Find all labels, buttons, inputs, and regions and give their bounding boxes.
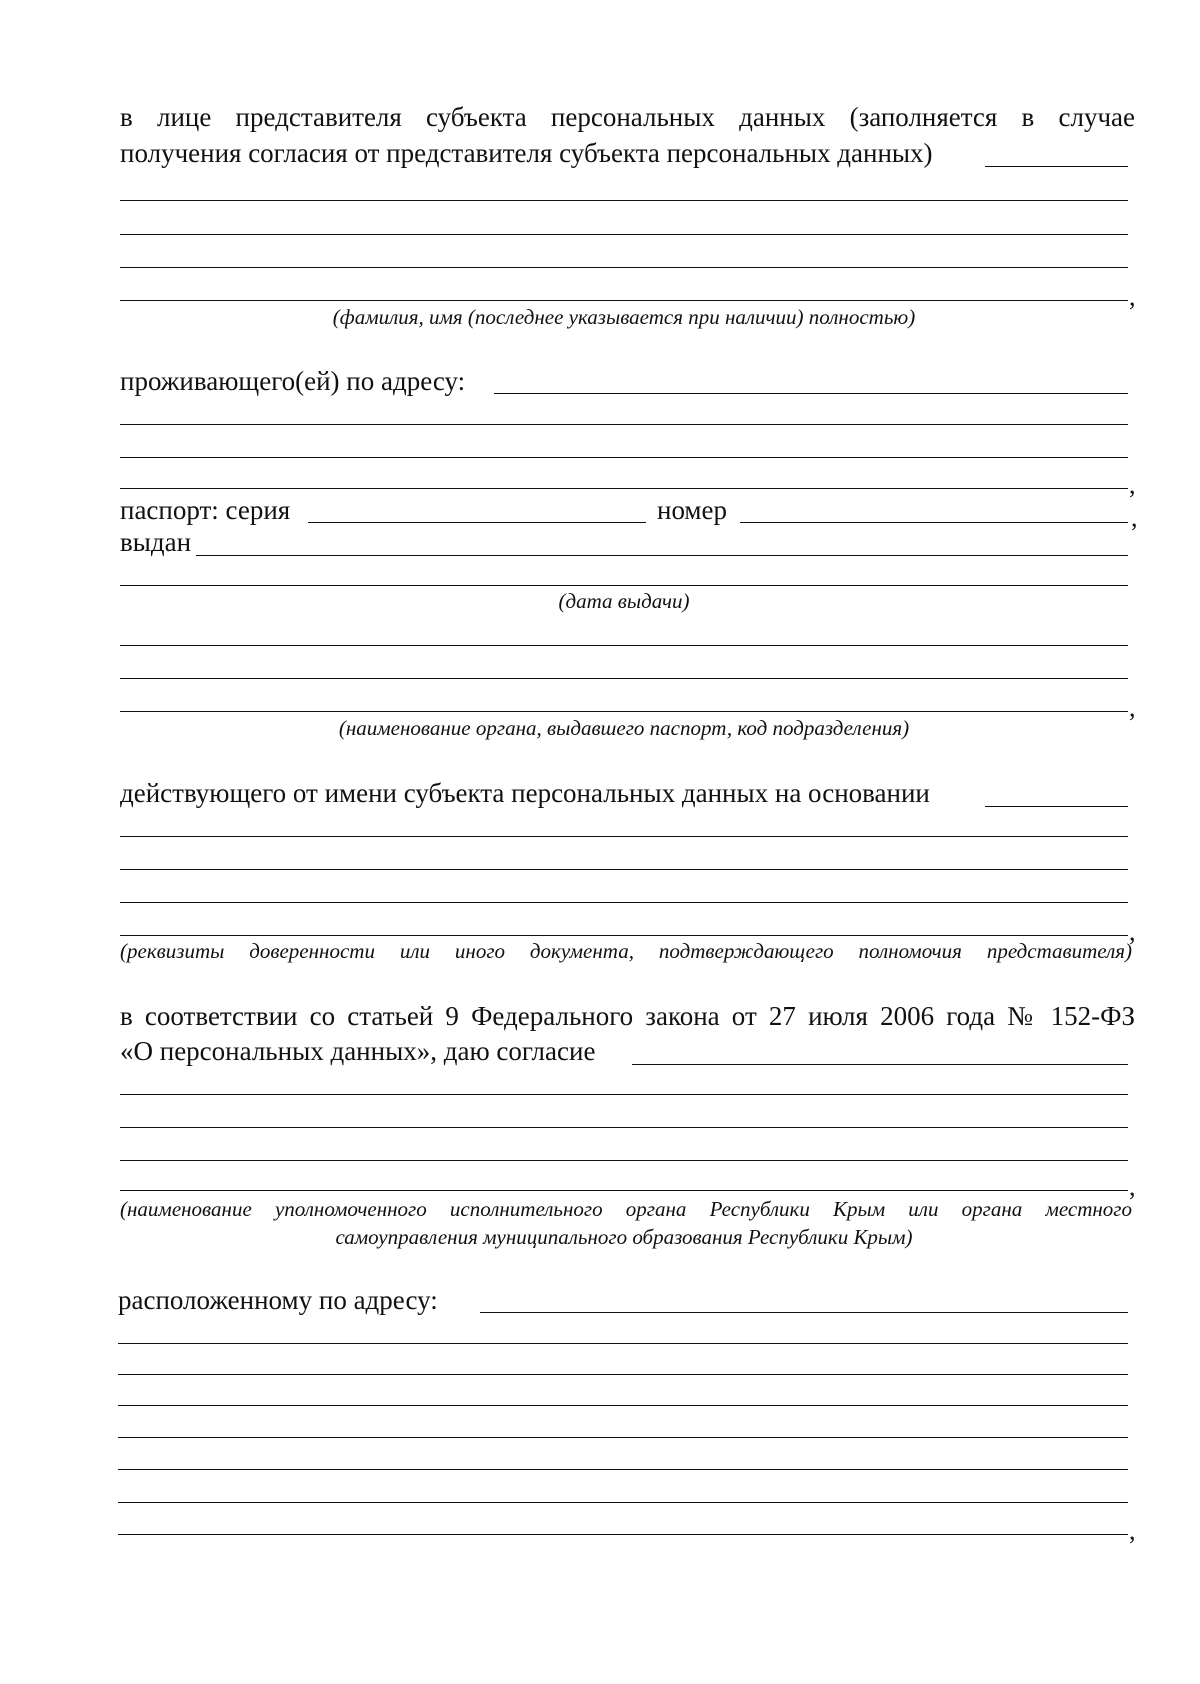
representative-name-line[interactable] (120, 234, 1128, 235)
passport-issued-field[interactable] (196, 555, 1128, 556)
consent-organ-field[interactable] (632, 1064, 1128, 1065)
comma: , (1129, 1172, 1136, 1201)
address-label: проживающего(ей) по адресу: (120, 366, 466, 396)
address-line[interactable] (120, 424, 1128, 425)
comma: , (1131, 503, 1138, 532)
location-line[interactable] (118, 1437, 1128, 1438)
comma: , (1129, 917, 1136, 946)
consent-organ-caption-line1: (наименование уполномоченного исполнительного органа Республики Крым или органа местного (120, 1197, 1132, 1221)
comma: , (1129, 1516, 1136, 1545)
representative-text-line2: получения согласия от представителя субъекта персональных данных) (120, 138, 933, 168)
consent-text-line1: в соответствии со статьей 9 Федерального закона от 27 июля 2006 года № 152-ФЗ (120, 1001, 1135, 1031)
comma: , (1129, 282, 1136, 311)
comma: , (1129, 470, 1136, 499)
address-line[interactable] (120, 488, 1128, 489)
location-line[interactable] (118, 1343, 1128, 1344)
basis-field[interactable] (985, 806, 1128, 807)
basis-line[interactable] (120, 902, 1128, 903)
address-field[interactable] (494, 393, 1128, 394)
consent-organ-caption-line2: самоуправления муниципального образования Республики Крым) (335, 1225, 913, 1249)
consent-organ-line[interactable] (120, 1190, 1128, 1191)
passport-series-field[interactable] (308, 522, 646, 523)
passport-number-field[interactable] (740, 522, 1128, 523)
location-line[interactable] (118, 1534, 1128, 1535)
location-field[interactable] (480, 1312, 1128, 1313)
passport-issued-label: выдан (120, 527, 192, 557)
passport-number-label: номер (657, 495, 728, 525)
passport-date-caption: (дата выдачи) (558, 589, 690, 613)
location-line[interactable] (118, 1502, 1128, 1503)
passport-authority-line[interactable] (120, 678, 1128, 679)
location-label: расположенному по адресу: (118, 1285, 438, 1315)
passport-date-field[interactable] (120, 585, 1128, 586)
location-line[interactable] (118, 1469, 1128, 1470)
location-line[interactable] (118, 1374, 1128, 1375)
representative-name-line[interactable] (120, 300, 1128, 301)
representative-name-line[interactable] (120, 267, 1128, 268)
representative-name-line[interactable] (120, 200, 1128, 201)
representative-name-field[interactable] (985, 166, 1128, 167)
passport-authority-caption: (наименование органа, выдавшего паспорт, код подразделения) (338, 716, 910, 740)
basis-label: действующего от имени субъекта персональных данных на основании (120, 778, 930, 808)
basis-caption: (реквизиты доверенности или иного документа, подтверждающего полномочия представителя) (120, 939, 1132, 963)
consent-text-line2: «О персональных данных», даю согласие (120, 1036, 596, 1066)
passport-authority-line[interactable] (120, 645, 1128, 646)
basis-line[interactable] (120, 836, 1128, 837)
consent-organ-line[interactable] (120, 1094, 1128, 1095)
basis-line[interactable] (120, 935, 1128, 936)
location-line[interactable] (118, 1405, 1128, 1406)
representative-name-caption: (фамилия, имя (последнее указывается при наличии) полностью) (332, 305, 916, 329)
passport-authority-line[interactable] (120, 711, 1128, 712)
representative-text-line1: в лице представителя субъекта персональных данных (заполняется в случае (120, 102, 1135, 132)
basis-line[interactable] (120, 869, 1128, 870)
address-line[interactable] (120, 457, 1128, 458)
consent-organ-line[interactable] (120, 1127, 1128, 1128)
passport-series-label: паспорт: серия (120, 495, 291, 525)
consent-organ-line[interactable] (120, 1160, 1128, 1161)
comma: , (1129, 693, 1136, 722)
